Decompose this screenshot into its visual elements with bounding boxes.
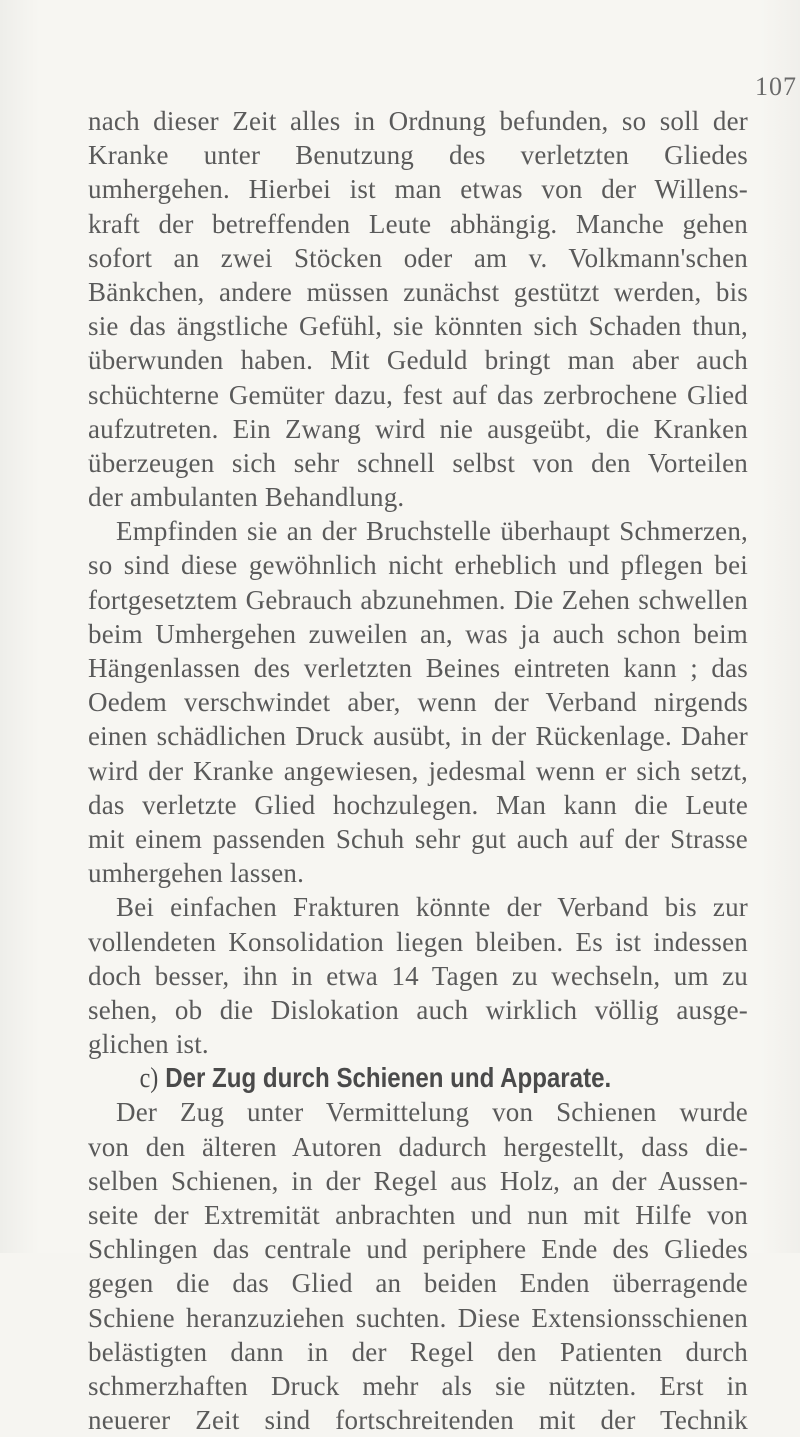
text-line: sehen, ob die Dislokation auch wirklich völlig ausge- bbox=[88, 994, 748, 1025]
paragraph-1 bbox=[88, 104, 748, 514]
text-line: aufzutreten. Ein Zwang wird nie ausgeübt, die Kranken bbox=[88, 413, 748, 444]
text-line: schmerzhaften Druck mehr als sie nützten. Erst in bbox=[88, 1370, 748, 1401]
text-line: nach dieser Zeit alles in Ordnung befunden, so soll der bbox=[88, 106, 748, 136]
text-line: Hängenlassen des verletzten Beines eintreten kann ; das bbox=[88, 653, 748, 683]
text-line: gegen die das Glied an beiden Enden überragende bbox=[88, 1268, 748, 1299]
text-line: selben Schienen, in der Regel aus Holz, an der Aussen- bbox=[88, 1165, 748, 1196]
text-line: wird der Kranke angewiesen, jedesmal wenn er sich setzt, bbox=[88, 755, 748, 786]
text-line: Bänkchen, andere müssen zunächst gestützt werden, bis bbox=[88, 276, 748, 307]
text-line: Schiene heranzuziehen suchten. Diese Extensionsschienen bbox=[88, 1302, 748, 1333]
text-line: das verletzte Glied hochzulegen. Man kann die Leute bbox=[88, 789, 748, 820]
text-line: umhergehen. Hierbei ist man etwas von der Willens- bbox=[88, 174, 748, 205]
text-line: Bei einfachen Frakturen könnte der Verband bis zur bbox=[116, 892, 748, 923]
text-line: neuerer Zeit sind fortschreitenden mit der Technik bbox=[88, 1405, 748, 1436]
text-line: seite der Extremität anbrachten und nun mit Hilfe von bbox=[88, 1200, 748, 1230]
text-line: doch besser, ihn in etwa 14 Tagen zu wechseln, um zu bbox=[88, 960, 748, 991]
section-marker: c) bbox=[139, 1063, 159, 1095]
text-line: überwunden haben. Mit Geduld bringt man aber auch bbox=[88, 345, 748, 376]
text-line: vollendeten Konsolidation liegen bleiben. Es ist indessen bbox=[88, 926, 748, 957]
text-line: von den älteren Autoren dadurch hergestellt, dass die- bbox=[88, 1131, 748, 1162]
text-line: kraft der betreffenden Leute abhängig. Manche gehen bbox=[88, 208, 748, 239]
paragraph-2 bbox=[88, 514, 748, 890]
text-line: der ambulanten Behandlung. bbox=[88, 482, 405, 513]
paragraph-4 bbox=[88, 1095, 748, 1437]
section-title: Der Zug durch Schienen und Apparate. bbox=[165, 1062, 612, 1094]
paragraph-3 bbox=[88, 890, 748, 1061]
text-line: Kranke unter Benutzung des verletzten Gliedes bbox=[88, 140, 748, 171]
text-line: Schlingen das centrale und periphere Ende des Gliedes bbox=[88, 1234, 748, 1265]
text-line: umhergehen lassen. bbox=[88, 858, 305, 889]
text-line: so sind diese gewöhnlich nicht erheblich und pflegen bei bbox=[88, 550, 748, 581]
text-line: überzeugen sich sehr schnell selbst von den Vorteilen bbox=[88, 447, 748, 478]
text-line: Oedem verschwindet aber, wenn der Verband nirgends bbox=[88, 687, 748, 718]
page-number: 107 bbox=[755, 72, 797, 101]
text-line: beim Umhergehen zuweilen an, was ja auch schon beim bbox=[88, 618, 748, 649]
text-line: schüchterne Gemüter dazu, fest auf das zerbrochene Glied bbox=[88, 379, 748, 410]
text-line: Der Zug unter Vermittelung von Schienen wurde bbox=[116, 1097, 748, 1128]
text-line: sofort an zwei Stöcken oder am v. Volkmann'schen bbox=[88, 242, 748, 273]
text-line: sie das ängstliche Gefühl, sie könnten sich Schaden thun, bbox=[88, 311, 748, 342]
text-line: einen schädlichen Druck ausübt, in der Rückenlage. Daher bbox=[88, 721, 748, 752]
text-line: belästigten dann in der Regel den Patienten durch bbox=[88, 1336, 748, 1367]
section-heading bbox=[88, 1061, 656, 1095]
text-line: mit einem passenden Schuh sehr gut auch auf der Strasse bbox=[88, 823, 748, 854]
text-line: Empfinden sie an der Bruchstelle überhaupt Schmerzen, bbox=[116, 516, 748, 547]
text-line: glichen ist. bbox=[88, 1029, 209, 1060]
text-line: fortgesetztem Gebrauch abzunehmen. Die Zehen schwellen bbox=[88, 584, 748, 615]
body-text bbox=[88, 104, 748, 1437]
